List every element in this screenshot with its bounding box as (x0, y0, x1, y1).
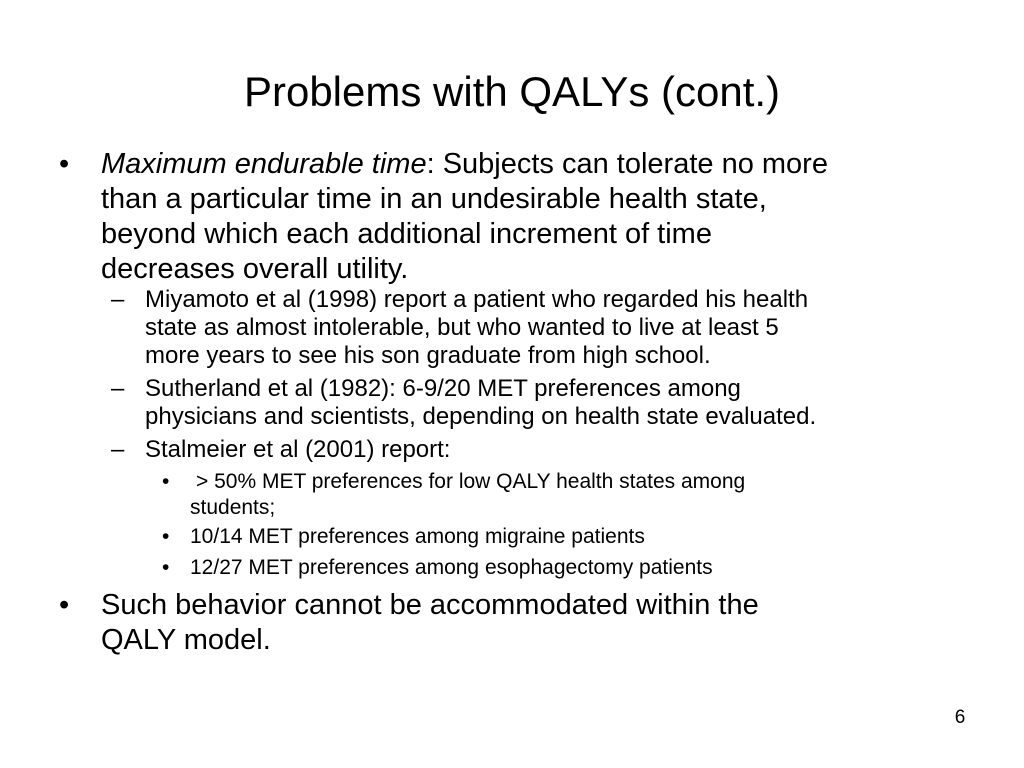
bullet-marker: • (162, 525, 170, 548)
dash-marker: – (111, 286, 125, 313)
bullet-text: : Subjects can tolerate no more (426, 148, 828, 180)
bullet-text: than a particular time in an undesirable health state, (101, 183, 767, 215)
bullet-qaly-model (59, 588, 759, 658)
sub-sub-bullet-text: 12/27 MET preferences among esophagectomy patients (190, 556, 713, 579)
sub-bullet-stalmeier (111, 436, 451, 464)
bullet-marker: • (59, 589, 70, 621)
slide-title: Problems with QALYs (cont.) (243, 68, 781, 115)
sub-bullet-miyamoto (111, 286, 809, 370)
dash-marker: – (111, 375, 125, 402)
sub-sub-bullet-students (162, 469, 746, 521)
sub-bullet-sutherland (111, 375, 817, 431)
sub-bullet-text: state as almost intolerable, but who wanted to live at least 5 (145, 314, 779, 341)
sub-bullet-text: Stalmeier et al (2001) report: (145, 436, 451, 463)
bullet-term: Maximum endurable time (101, 148, 427, 180)
sub-bullet-text: more years to see his son graduate from high school. (145, 342, 711, 369)
sub-sub-bullet-esophagectomy (162, 555, 713, 581)
sub-sub-bullet-text: > 50% MET preferences for low QALY health states among (196, 470, 746, 493)
bullet-text: QALY model. (101, 624, 271, 656)
sub-sub-bullet-text: 10/14 MET preferences among migraine patients (190, 525, 645, 548)
sub-bullet-text: physicians and scientists, depending on health state evaluated. (145, 403, 817, 430)
page-number: 6 (954, 707, 966, 728)
bullet-maximum-endurable-time (59, 147, 828, 287)
sub-bullet-text: Miyamoto et al (1998) report a patient who regarded his health (145, 286, 809, 313)
bullet-text: decreases overall utility. (101, 253, 409, 285)
sub-bullet-text: Sutherland et al (1982): 6-9/20 MET preferences among (145, 375, 741, 402)
sub-sub-bullet-migraine (162, 524, 645, 550)
bullet-marker: • (162, 556, 170, 579)
bullet-marker: • (162, 470, 170, 493)
dash-marker: – (111, 436, 125, 463)
sub-sub-bullet-text: students; (190, 496, 276, 519)
bullet-text: beyond which each additional increment of time (101, 218, 712, 250)
bullet-marker: • (59, 148, 70, 180)
bullet-text: Such behavior cannot be accommodated within the (101, 589, 759, 621)
